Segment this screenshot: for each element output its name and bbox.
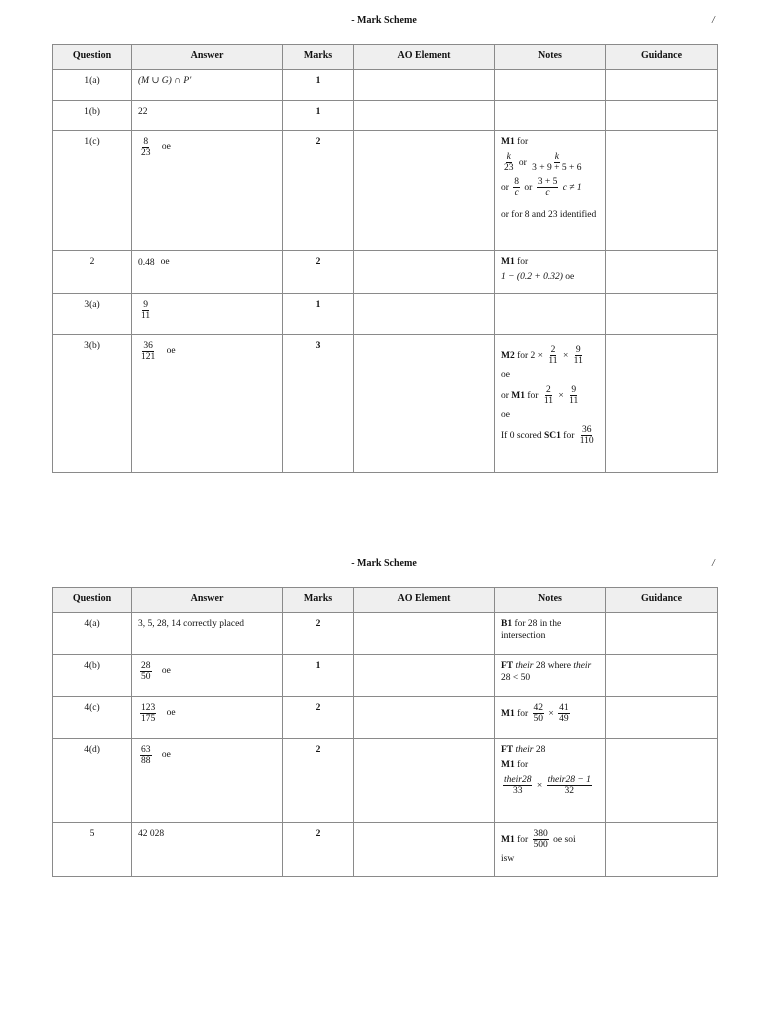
numerator: k [506, 151, 511, 162]
mark-scheme-table-2 [52, 587, 718, 877]
note-text: oe soi [553, 835, 576, 846]
notes-cell [495, 101, 606, 131]
ao-cell [354, 697, 495, 739]
answer-cell [132, 655, 283, 697]
denominator: 11 [573, 356, 583, 367]
denominator: 50 [141, 672, 151, 683]
note-fraction [573, 345, 584, 367]
col-ao-element: AO Element [354, 588, 495, 613]
numerator: their28 − 1 [547, 774, 591, 785]
numerator: 8 [143, 137, 149, 147]
guidance-cell [606, 739, 718, 823]
numerator: 3 + 5 [537, 176, 558, 187]
note-text: If 0 scored [501, 430, 542, 441]
ao-cell [354, 294, 495, 335]
mark-code: SC1 [544, 430, 561, 441]
note-fraction [547, 345, 558, 367]
note-fraction [547, 775, 592, 797]
note-text: or [518, 158, 527, 168]
question-cell: 3(a) [53, 294, 132, 335]
notes-cell [495, 294, 606, 335]
question-cell: 4(b) [53, 655, 132, 697]
note-text: isw [501, 853, 515, 864]
guidance-cell [606, 335, 718, 473]
note-text: × [536, 780, 543, 791]
question-cell: 2 [53, 251, 132, 294]
guidance-cell [606, 697, 718, 739]
notes-cell [495, 739, 606, 823]
note-text: oe [501, 369, 510, 380]
denominator: c [514, 188, 519, 199]
ao-cell [354, 335, 495, 473]
note-text: 1 − (0.2 + 0.32) [501, 271, 563, 282]
denominator: 11 [569, 396, 579, 407]
ao-cell [354, 823, 495, 877]
oe-label: oe [160, 257, 170, 267]
col-question: Question [53, 588, 132, 613]
question-cell: 4(c) [53, 697, 132, 739]
ao-cell [354, 131, 495, 251]
oe-label: oe [161, 666, 171, 676]
table-header-row [53, 45, 718, 70]
denominator: 23 [504, 163, 514, 174]
numerator: 2 [546, 384, 551, 395]
note-fraction [533, 829, 549, 851]
denominator: 121 [141, 352, 156, 363]
denominator: 32 [564, 786, 574, 797]
answer-text: 0.48 [138, 258, 155, 269]
answer-fraction [140, 300, 151, 322]
table-row [53, 823, 718, 877]
guidance-cell [606, 131, 718, 251]
numerator: k [554, 151, 559, 162]
table-row [53, 294, 718, 335]
denominator: 49 [559, 714, 569, 725]
table-row [53, 251, 718, 294]
table-row [53, 70, 718, 101]
answer-fraction [140, 137, 152, 159]
note-text: their [515, 661, 534, 671]
answer-fraction [140, 341, 156, 363]
note-text: for [563, 430, 575, 441]
notes-cell [495, 131, 606, 251]
question-cell: 1(c) [53, 131, 132, 251]
notes-cell [495, 823, 606, 877]
page1-slash: / [712, 15, 715, 26]
denominator: 11 [141, 311, 151, 322]
marks-cell: 2 [283, 131, 354, 251]
note-text: 28 where [535, 661, 571, 671]
notes-cell [495, 613, 606, 655]
mark-code: M1 [501, 137, 515, 147]
guidance-cell [606, 655, 718, 697]
oe-label: oe [161, 142, 171, 152]
denominator: 50 [533, 714, 544, 725]
note-text: oe [501, 409, 510, 420]
numerator: 2 [550, 345, 556, 355]
note-text: 28 [535, 745, 546, 755]
note-text: oe [565, 271, 575, 282]
guidance-cell [606, 613, 718, 655]
answer-cell: 3, 5, 28, 14 correctly placed [132, 613, 283, 655]
guidance-cell [606, 70, 718, 101]
ao-cell [354, 739, 495, 823]
col-marks: Marks [283, 588, 354, 613]
table-row [53, 697, 718, 739]
denominator: c [545, 188, 550, 199]
answer-fraction [140, 661, 152, 683]
mark-code: M1 [501, 709, 515, 720]
marks-cell: 2 [283, 823, 354, 877]
answer-cell [132, 697, 283, 739]
answer-cell [132, 251, 283, 294]
numerator: 123 [141, 703, 156, 713]
col-marks: Marks [283, 45, 354, 70]
notes-cell [495, 335, 606, 473]
note-text: for [517, 137, 529, 147]
answer-cell: 42 028 [132, 823, 283, 877]
answer-text: (M ∪ G) ∩ P' [138, 76, 192, 86]
note-fraction [503, 152, 515, 174]
note-text: for 28 in the intersection [501, 619, 562, 641]
notes-cell [495, 697, 606, 739]
guidance-cell [606, 101, 718, 131]
note-fraction [533, 703, 545, 725]
numerator: 42 [533, 703, 544, 713]
denominator: 110 [579, 435, 594, 446]
note-text: × [558, 390, 564, 401]
marks-cell: 2 [283, 739, 354, 823]
ao-cell [354, 655, 495, 697]
oe-label: oe [161, 750, 171, 760]
numerator: 380 [533, 829, 548, 839]
table-row [53, 335, 718, 473]
numerator: 28 [141, 661, 151, 671]
note-text: or for 8 and 23 identified [501, 209, 597, 220]
col-guidance: Guidance [606, 45, 718, 70]
answer-cell: 22 [132, 101, 283, 131]
note-text: for [517, 835, 529, 846]
page2-title: - Mark Scheme [351, 558, 417, 569]
mark-code: M1 [501, 835, 515, 846]
numerator: 8 [514, 176, 520, 187]
ao-cell [354, 251, 495, 294]
note-text: their [573, 661, 592, 671]
mark-scheme-table-1 [52, 44, 718, 473]
col-notes: Notes [495, 588, 606, 613]
question-cell: 5 [53, 823, 132, 877]
denominator: 3 + 9 + 5 + 6 [532, 163, 582, 174]
note-text: for [517, 759, 529, 770]
marks-cell: 1 [283, 655, 354, 697]
denominator: 175 [141, 714, 156, 725]
mark-code: M1 [501, 759, 515, 770]
note-text: for 2 × [517, 351, 544, 362]
numerator: 9 [575, 345, 581, 355]
answer-cell [132, 294, 283, 335]
table-row [53, 655, 718, 697]
col-ao-element: AO Element [354, 45, 495, 70]
page1-header [0, 15, 768, 29]
note-text: for [517, 709, 529, 720]
mark-code: FT [501, 661, 514, 671]
denominator: 88 [141, 756, 151, 767]
answer-cell [132, 739, 283, 823]
guidance-cell [606, 294, 718, 335]
table-row [53, 131, 718, 251]
denominator: 11 [548, 356, 558, 367]
col-answer: Answer [132, 45, 283, 70]
numerator: their28 [504, 774, 532, 785]
mark-code: M1 [511, 390, 526, 401]
notes-cell [495, 251, 606, 294]
denominator: 11 [543, 396, 553, 407]
note-fraction [531, 152, 582, 174]
oe-label: oe [166, 346, 176, 356]
numerator: 41 [559, 703, 569, 713]
table-row [53, 613, 718, 655]
col-answer: Answer [132, 588, 283, 613]
answer-fraction [140, 745, 152, 767]
note-fraction [558, 703, 570, 725]
numerator: 63 [141, 745, 151, 755]
col-guidance: Guidance [606, 588, 718, 613]
note-fraction [503, 775, 532, 797]
marks-cell: 2 [283, 613, 354, 655]
page2-header [0, 558, 768, 572]
note-fraction [543, 385, 554, 407]
note-text: or [501, 390, 509, 401]
question-cell: 1(b) [53, 101, 132, 131]
note-fraction [579, 425, 595, 447]
notes-cell [495, 70, 606, 101]
answer-cell [132, 335, 283, 473]
note-fraction [513, 177, 520, 199]
marks-cell: 1 [283, 70, 354, 101]
ao-cell [354, 70, 495, 101]
ao-cell [354, 613, 495, 655]
mark-code: B1 [501, 619, 513, 629]
numerator: 36 [143, 341, 153, 351]
ao-cell [354, 101, 495, 131]
col-question: Question [53, 45, 132, 70]
numerator: 36 [581, 424, 592, 435]
table-row [53, 739, 718, 823]
answer-fraction [140, 703, 156, 725]
page2-slash: / [712, 558, 715, 569]
mark-code: M1 [501, 257, 515, 267]
answer-cell [132, 70, 283, 101]
note-text: c ≠ 1 [562, 182, 582, 193]
denominator: 500 [533, 840, 548, 851]
guidance-cell [606, 251, 718, 294]
note-fraction [568, 385, 579, 407]
note-text: or [524, 182, 533, 193]
note-text: for [527, 390, 539, 401]
mark-code: M2 [501, 351, 515, 362]
mark-code: FT [501, 745, 514, 755]
oe-label: oe [166, 708, 176, 718]
question-cell: 1(a) [53, 70, 132, 101]
note-text: × [548, 709, 554, 720]
marks-cell: 3 [283, 335, 354, 473]
numerator: 9 [571, 384, 577, 395]
question-cell: 3(b) [53, 335, 132, 473]
note-text: for [517, 257, 529, 267]
note-text: their [515, 745, 534, 755]
page1-title: - Mark Scheme [351, 15, 417, 26]
marks-cell: 2 [283, 251, 354, 294]
note-fraction [537, 177, 559, 199]
note-text: or [501, 182, 509, 193]
question-cell: 4(d) [53, 739, 132, 823]
notes-cell [495, 655, 606, 697]
question-cell: 4(a) [53, 613, 132, 655]
numerator: 9 [143, 300, 148, 310]
table-row [53, 101, 718, 131]
marks-cell: 1 [283, 101, 354, 131]
answer-cell [132, 131, 283, 251]
denominator: 33 [512, 786, 523, 797]
col-notes: Notes [495, 45, 606, 70]
note-text: × [562, 351, 569, 362]
note-text: 28 < 50 [501, 672, 531, 683]
guidance-cell [606, 823, 718, 877]
marks-cell: 1 [283, 294, 354, 335]
marks-cell: 2 [283, 697, 354, 739]
denominator: 23 [141, 148, 151, 159]
table-header-row [53, 588, 718, 613]
